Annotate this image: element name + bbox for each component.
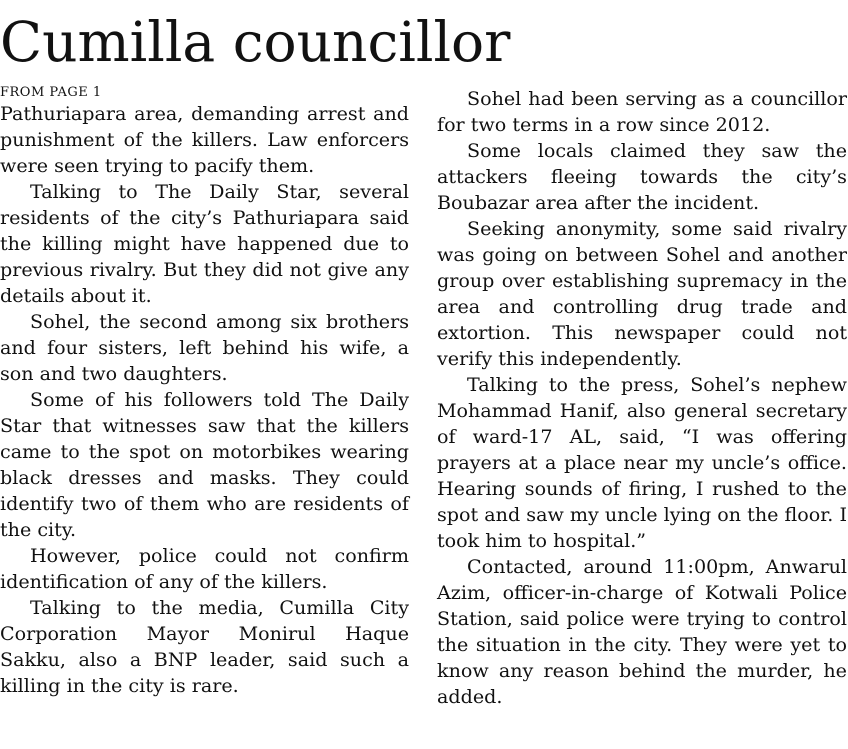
paragraph: Some of his followers told The Daily Star that witnesses saw that the killers came to the spot on motorbikes wearing black dresses and masks. They could identify two of them who are residents of the city. xyxy=(0,388,409,541)
continuation-kicker: FROM PAGE 1 xyxy=(0,85,102,100)
paragraph: However, police could not confirm identification of any of the killers. xyxy=(0,544,409,593)
paragraph: Talking to The Daily Star, several residents of the city’s Pathuriapara said the killing might have happened due to previous rivalry. But they did not give any details about it. xyxy=(0,180,409,307)
paragraph: Contacted, around 11:00pm, Anwarul Azim, officer-in-charge of Kotwali Police Station, said police were trying to control the situation in the city. They were yet to know any reason behind the murder, he added. xyxy=(437,555,847,708)
paragraph: Sohel, the second among six brothers and four sisters, left behind his wife, a son and two daughters. xyxy=(0,310,409,385)
paragraph: Talking to the media, Cumilla City Corporation Mayor Monirul Haque Sakku, also a BNP leader, said such a killing in the city is rare. xyxy=(0,596,409,697)
headline: Cumilla councillor xyxy=(0,10,511,74)
article-column-right xyxy=(437,86,847,710)
paragraph: Some locals claimed they saw the attackers fleeing towards the city’s Boubazar area after the incident. xyxy=(437,139,847,214)
paragraph: Seeking anonymity, some said rivalry was going on between Sohel and another group over establishing supremacy in the area and controlling drug trade and extortion. This newspaper could not verify this independently. xyxy=(437,217,847,370)
paragraph: Talking to the press, Sohel’s nephew Mohammad Hanif, also general secretary of ward-17 AL, said, “I was offering prayers at a place near my uncle’s office. Hearing sounds of firing, I rushed to the spot and saw my uncle lying on the floor. I took him to hospital.” xyxy=(437,373,847,552)
paragraph: Pathuriapara area, demanding arrest and punishment of the killers. Law enforcers were seen trying to pacify them. xyxy=(0,102,409,177)
paragraph: Sohel had been serving as a councillor for two terms in a row since 2012. xyxy=(437,87,847,136)
article-column-left xyxy=(0,86,409,699)
